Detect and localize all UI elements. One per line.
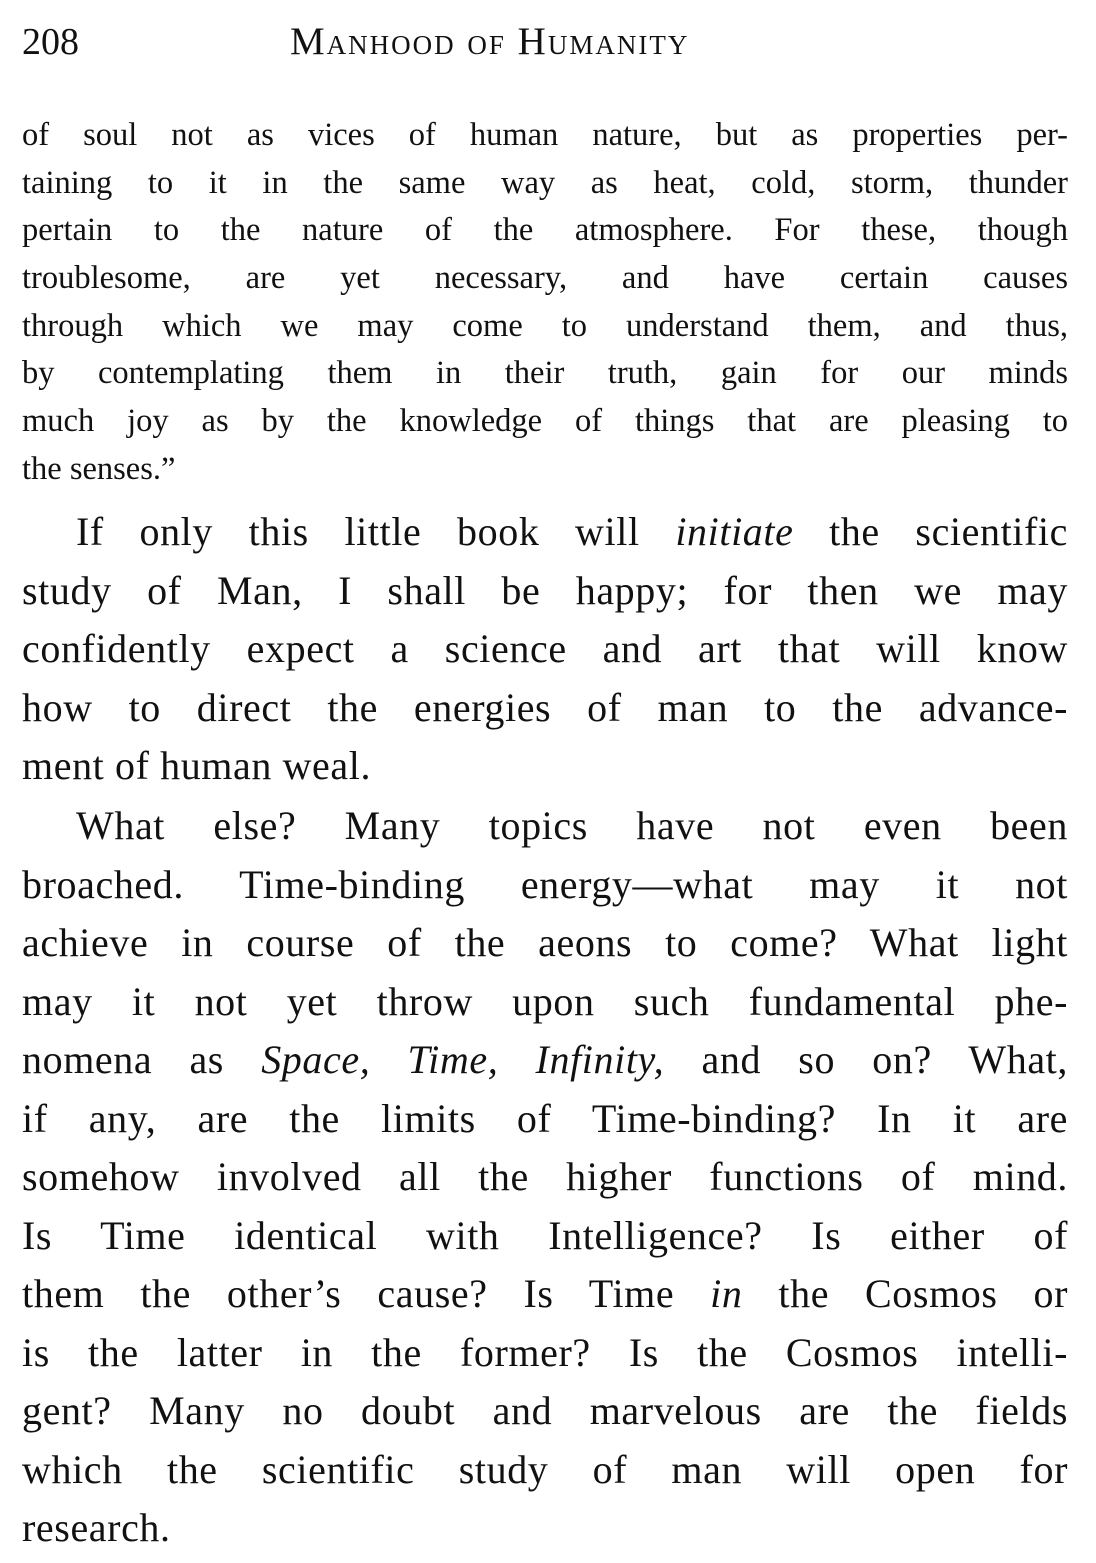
body-line: Is Time identical with Intelligence? Is either of <box>22 1212 1068 1258</box>
body-line: study of Man, I shall be happy; for then we may <box>22 567 1068 613</box>
body-line: somehow involved all the higher functions of mind. <box>22 1154 1068 1199</box>
italic-run: in <box>710 1271 743 1316</box>
body-line: if any, are the limits of Time-binding? In it are <box>22 1095 1068 1141</box>
quotation-block <box>22 112 1068 494</box>
body-line: is the latter in the former? Is the Cosmos intelli- <box>22 1329 1068 1375</box>
body-line <box>22 1265 1068 1324</box>
page-number: 208 <box>22 21 79 63</box>
quote-line: of soul not as vices of human nature, but as properties per- <box>22 117 1068 153</box>
text-run: and so on? What, <box>664 1037 1068 1082</box>
body-line: which the scientific study of man will open for <box>22 1446 1068 1492</box>
body-line: achieve in course of the aeons to come? What light <box>22 920 1068 965</box>
quote-line: by contemplating them in their truth, gain for our minds <box>22 355 1068 392</box>
quote-line: troublesome, are yet necessary, and have certain causes <box>22 260 1068 297</box>
text-run: the Cosmos or <box>742 1271 1068 1316</box>
body-line: research. <box>22 1505 171 1550</box>
body-line: broached. Time-binding energy—what may it not <box>22 861 1068 907</box>
body-line: What else? Many topics have not even been <box>76 803 1068 848</box>
text-run: the scientific <box>793 509 1068 554</box>
text-run: If only this little book will <box>76 509 676 554</box>
quote-line: through which we may come to understand them, and thus, <box>22 307 1068 344</box>
italic-run: Space, Time, Infinity, <box>261 1037 665 1082</box>
quote-line: taining to it in the same way as heat, cold, storm, thunder <box>22 164 1068 201</box>
body-line <box>22 503 1068 562</box>
quote-line: pertain to the nature of the atmosphere. For these, though <box>22 212 1068 249</box>
text-run: them the other’s cause? Is Time <box>22 1271 711 1316</box>
body-line: confidently expect a science and art that will know <box>22 626 1068 671</box>
running-title: Manhood of Humanity <box>290 20 690 63</box>
italic-run: initiate <box>675 509 794 554</box>
body-line: gent? Many no doubt and marvelous are the fields <box>22 1388 1068 1433</box>
running-head <box>22 18 1074 66</box>
body-line: ment of human weal. <box>22 743 372 788</box>
quote-line: much joy as by the knowledge of things that are pleasing to <box>22 403 1068 440</box>
body-line: how to direct the energies of man to the advance- <box>22 684 1068 730</box>
body-line <box>22 1031 1068 1090</box>
body-line: may it not yet throw upon such fundamental phe- <box>22 978 1068 1024</box>
paragraph-initiate <box>22 503 1068 796</box>
paragraph-what-else <box>22 797 1068 1558</box>
quote-line: the senses.” <box>22 450 176 487</box>
text-run: nomena as <box>22 1037 262 1082</box>
